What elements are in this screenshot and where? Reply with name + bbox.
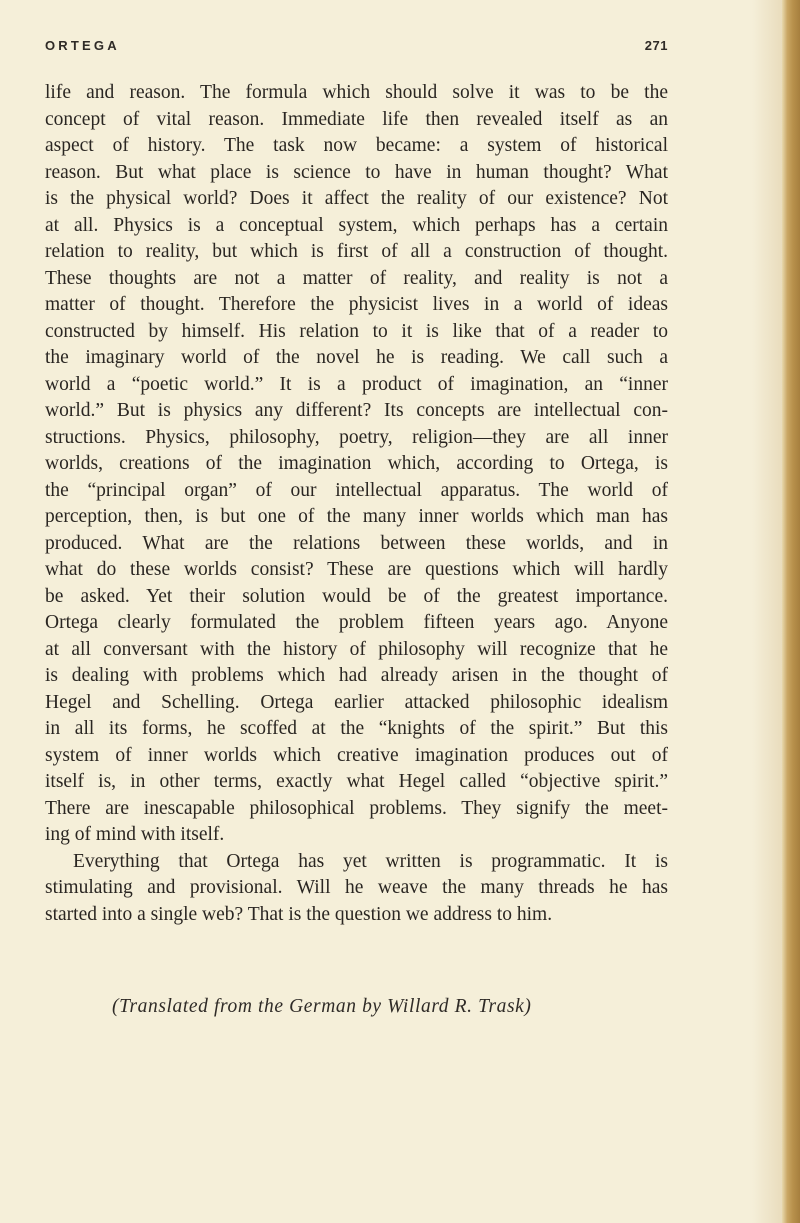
text-line: at all conversant with the history of philosophy will recognize that he <box>45 638 668 660</box>
paragraph <box>45 80 668 849</box>
text-line: Hegel and Schelling. Ortega earlier attacked philosophic idealism <box>45 691 668 713</box>
text-line: relation to reality, but which is first of all a construction of thought. <box>45 241 668 262</box>
translator-credit: (Translated from the German by Willard R. Trask) <box>112 996 532 1017</box>
text-line: produced. What are the relations between these worlds, and in <box>45 532 668 554</box>
text-line: started into a single web? That is the question we address to him. <box>45 903 553 925</box>
text-line: in all its forms, he scoffed at the “knights of the spirit.” But this <box>45 718 668 739</box>
paragraph <box>45 849 668 929</box>
text-line: There are inescapable philosophical problems. They signify the meet- <box>45 797 668 819</box>
text-line: worlds, creations of the imagination which, according to Ortega, is <box>45 453 668 474</box>
page-number: 271 <box>644 38 668 53</box>
text-line: world a “poetic world.” It is a product of imagination, an “inner <box>45 373 668 395</box>
running-head-title: ORTEGA <box>45 38 120 53</box>
page-gutter-shadow <box>752 0 782 1223</box>
body-text <box>45 80 668 928</box>
text-line: at all. Physics is a conceptual system, which perhaps has a certain <box>45 214 668 236</box>
text-line: itself is, in other terms, exactly what Hegel called “objective spirit.” <box>45 771 668 792</box>
text-line: the “principal organ” of our intellectual apparatus. The world of <box>45 479 668 501</box>
text-line: Everything that Ortega has yet written is programmatic. It is <box>73 850 668 872</box>
text-line: the imaginary world of the novel he is reading. We call such a <box>45 347 668 368</box>
text-line: aspect of history. The task now became: a system of historical <box>45 135 668 156</box>
text-line: what do these worlds consist? These are questions which will hardly <box>45 559 668 580</box>
text-line: life and reason. The formula which should solve it was to be the <box>45 82 668 103</box>
text-line: is dealing with problems which had already arisen in the thought of <box>45 665 668 686</box>
text-line: stimulating and provisional. Will he weave the many threads he has <box>45 877 668 898</box>
text-line: These thoughts are not a matter of reality, and reality is not a <box>45 267 668 289</box>
text-line: matter of thought. Therefore the physicist lives in a world of ideas <box>45 294 668 315</box>
text-line: constructed by himself. His relation to it is like that of a reader to <box>45 320 668 342</box>
text-line: is the physical world? Does it affect the reality of our existence? Not <box>45 188 668 209</box>
text-line: structions. Physics, philosophy, poetry, religion—they are all inner <box>45 426 668 448</box>
text-line: be asked. Yet their solution would be of the greatest importance. <box>45 585 668 607</box>
text-line: world.” But is physics any different? Its concepts are intellectual con- <box>45 400 668 421</box>
page-edge <box>782 0 800 1223</box>
running-head <box>45 38 668 58</box>
text-line: ing of mind with itself. <box>45 824 225 845</box>
text-line: Ortega clearly formulated the problem fifteen years ago. Anyone <box>45 612 668 633</box>
text-line: concept of vital reason. Immediate life then revealed itself as an <box>45 108 668 130</box>
text-line: system of inner worlds which creative imagination produces out of <box>45 744 668 766</box>
text-line: reason. But what place is science to have in human thought? What <box>45 161 668 183</box>
text-line: perception, then, is but one of the many inner worlds which man has <box>45 506 668 527</box>
